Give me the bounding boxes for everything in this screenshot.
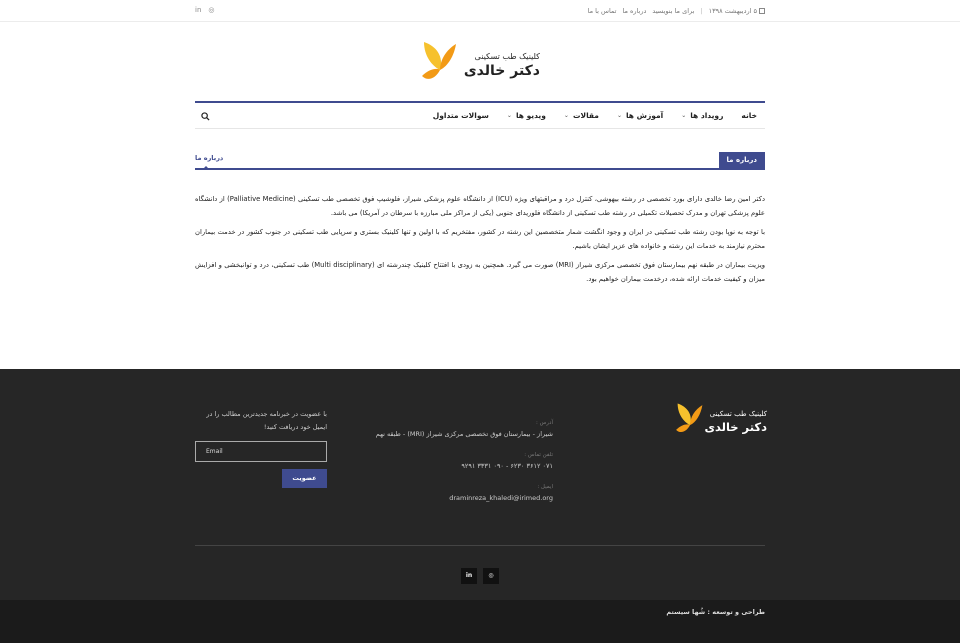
about-article [195, 193, 765, 292]
linkedin-icon[interactable]: in [461, 568, 477, 584]
article-paragraph: ویزیت بیماران در طبقه نهم بیمارستان فوق تخصصی مرکزی شیراز (MRI) صورت می گیرد. همچنین به زودی با افتتاح کلینیک چندرشته ای (Multi disciplinary) طب تسکینی، درد و توانبخشی و افزایش میزان و کیفیت خدمات ارائه شده، درخدمت بیماران خواهیم بود. [195, 261, 766, 283]
top-social [195, 5, 215, 15]
section-tab: درباره ما [719, 152, 765, 168]
nav-events[interactable]: رویداد ها ⌄ [681, 111, 724, 120]
footer-divider [195, 545, 765, 546]
main-nav [195, 101, 765, 129]
chevron-down-icon: ⌄ [616, 112, 622, 119]
date-label: ۵ اردیبهشت ۱۳۹۸ [709, 6, 765, 16]
instagram-icon[interactable]: ◎ [483, 568, 499, 584]
butterfly-logo-icon [674, 402, 706, 436]
chevron-down-icon: ⌄ [563, 112, 569, 119]
newsletter [195, 408, 327, 482]
phone-label: تلفن تماس : [524, 452, 553, 458]
footer-logo[interactable] [674, 402, 769, 438]
chevron-down-icon: ⌄ [506, 112, 512, 119]
site-logo[interactable] [420, 40, 542, 84]
breadcrumb[interactable]: درباره ما [195, 154, 224, 162]
instagram-icon[interactable]: ◎ [208, 6, 215, 14]
email-label: ایمیل : [537, 484, 553, 490]
email-value[interactable]: draminreza_khaledi@irimed.org [449, 494, 553, 502]
contact-write-link[interactable]: برای ما بنویسید [652, 7, 695, 15]
footer-logo-title: دکتر خالدی [704, 420, 767, 434]
footer-logo-subtitle: کلینیک طب تسکینی [709, 410, 767, 418]
top-bar [0, 0, 960, 22]
chevron-down-icon: ⌄ [681, 112, 687, 119]
address-label: آدرس : [536, 420, 553, 426]
nav-faq[interactable]: سوالات متداول [432, 111, 489, 120]
newsletter-email-input[interactable] [195, 441, 327, 462]
contact-link[interactable]: تماس با ما [587, 7, 617, 15]
article-paragraph: دکتر امین رضا خالدی دارای بورد تخصصی در رشته بیهوشی، کنترل درد و مراقبتهای ویژه (ICU) از دانشگاه علوم پزشکی شیراز، فلوشیپ فوق تخصصی طب تسکینی (Palliative Medicine) از دانشگاه علوم پزشکی تهران و مدرک تحصیلات تکمیلی در رشته طب تسکینی از دانشگاه فلوریدای جنوبی (یکی از مراکز ملی مبارزه با سرطان در آمریکا) می باشد. [195, 195, 765, 217]
nav-articles[interactable]: مقالات ⌄ [563, 111, 599, 120]
credit-text[interactable]: طراحی و توسعه : شُها سیستم [666, 608, 765, 616]
logo-title: دکتر خالدی [463, 63, 540, 79]
linkedin-icon[interactable]: in [195, 6, 202, 14]
footer-bottom-bar [0, 600, 960, 643]
logo-subtitle: کلینیک طب تسکینی [474, 52, 540, 61]
search-icon[interactable] [201, 112, 210, 121]
footer-contact [353, 420, 553, 516]
address-value: شیراز - بیمارستان فوق تخصصی مرکزی شیراز (MRI) - طبقه نهم [375, 430, 553, 438]
phone-value: ۰۷۱ ۳۶۱۲ ۶۲۳۰ - ۰۹۰ ۳۳۳۱ ۹۲۹۱ [461, 462, 553, 470]
about-link[interactable]: درباره ما [622, 7, 647, 15]
nav-videos[interactable]: ویدیو ها ⌄ [506, 111, 546, 120]
nav-home[interactable]: خانه [741, 111, 757, 120]
subscribe-button[interactable]: عضویت [282, 469, 327, 488]
newsletter-description: با عضویت در خبرنامه جدیدترین مطالب را در ایمیل خود دریافت کنید! [206, 410, 327, 431]
butterfly-logo-icon [420, 40, 460, 84]
article-paragraph: با توجه به نوپا بودن رشته طب تسکینی در ایران و وجود انگشت شمار متخصصین این رشته در کشور، مفتخریم که با اولین و تنها کلینیک بستری و سرپایی طب تسکینی در جنوب کشور در خدمت بیماران محترم نیازمند به خدمات این رشته و خانواده های عزیز ایشان باشیم. [195, 228, 765, 250]
calendar-icon [759, 8, 765, 14]
section-header [195, 152, 765, 170]
nav-education[interactable]: آموزش ها ⌄ [616, 111, 664, 120]
top-links: ۵ اردیبهشت ۱۳۹۸ | برای ما بنویسید درباره ما تماس با ما [588, 6, 765, 16]
footer-social [461, 568, 499, 584]
